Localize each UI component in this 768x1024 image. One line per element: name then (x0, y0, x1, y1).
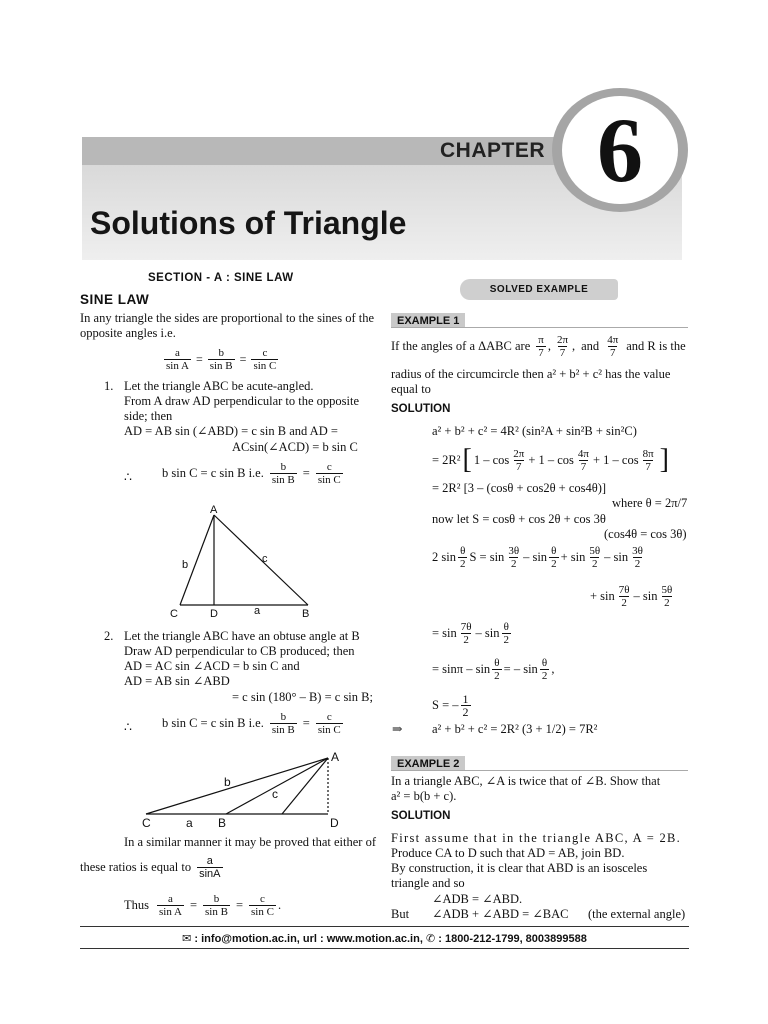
ex1-step2: = 2R² [ 1 – cos $\frac{2\pi}{7}$ + 1 – cos $\frac{4\pi}{7}$ + 1 – cos $\frac{8\pi}{7}$ ] (432, 444, 669, 475)
phone-icon: ✆ (425, 933, 436, 945)
item2-text: Let the triangle ABC have an obtuse angle at B Draw AD perpendicular to CB produced; then AD = AC sin ∠ACD = b sin C and AD = AB sin ∠ABD (124, 629, 360, 688)
example-1-rule (391, 327, 688, 328)
side-c (226, 758, 328, 814)
fraction: $\frac{b}{\text{sin B}}$ (209, 347, 233, 372)
footer-rule-bottom (80, 948, 689, 949)
vertex-b-label: B (302, 608, 310, 620)
item2-result: b sin C = c sin B i.e. $\frac{b}{\text{sin B}}$ = $\frac{c}{\text{sin C}}$ (162, 711, 341, 736)
vertex-a-label: A (210, 504, 218, 516)
ex2-note: (the external angle) (588, 907, 686, 921)
fraction: $\frac{a}{\text{sin A}}$ (166, 347, 189, 372)
side-c-label: c (262, 553, 268, 565)
side-b (146, 758, 328, 814)
ex1-step8: + sin $\frac{7\theta}{2}$ – sin $\frac{5\theta}{2}$ (590, 584, 673, 609)
side-b-label: b (182, 559, 189, 571)
footer-phone: : 1800-212-1799, 8003899588 (438, 933, 587, 945)
therefore-symbol: ∴ (124, 720, 132, 734)
example-2-tab: EXAMPLE 2 (391, 756, 465, 771)
thus-formula: Thus $\frac{a}{\text{sin A}}$ = $\frac{b}{\text{sin B}}$ = $\frac{c}{\text{sin C}}$ . (124, 893, 282, 918)
item1-result: b sin C = c sin B i.e. $\frac{b}{\text{sin B}}$ = $\frac{c}{\text{sin C}}$ (162, 461, 341, 486)
chapter-label: CHAPTER (440, 139, 546, 162)
section-title: SECTION - A : SINE LAW (148, 272, 294, 284)
ex2-question: In a triangle ABC, ∠A is twice that of ∠B. Show that a² = b(b + c). (391, 774, 661, 803)
ex1-result: a² + b² + c² = 2R² (3 + 1/2) = 7R² (432, 722, 598, 736)
mail-icon: ✉ (182, 933, 192, 945)
vertex-c-label: C (170, 608, 178, 620)
item1-line: ACsin(∠ACD) = b sin C (232, 440, 358, 454)
example-1-tab: EXAMPLE 1 (391, 313, 465, 328)
vertex-a-label: A (331, 750, 340, 764)
ratio-equal-line: these ratios is equal to $\frac{a}{\sin A}$ (80, 855, 221, 880)
ex1-step7: 2 sin $\frac{\theta}{2}$ S = sin $\frac{3\theta}{2}$ – sin $\frac{\theta}{2}$ + sin $\frac{5\theta}{2}$ – sin $\frac{3\theta}{2}$ (432, 545, 643, 570)
side-c-label: c (272, 787, 278, 801)
item1-text: Let the triangle ABC be acute-angled. From A draw AD perpendicular to the opposite side; then AD = AB sin (∠ABD) = c sin B and AD = (124, 379, 360, 438)
solved-example-tab: SOLVED EXAMPLE (460, 279, 618, 300)
ex1-solution-label: SOLUTION (391, 403, 451, 415)
ex1-question-rest: radius of the circumcircle then a² + b² + c² has the value equal to (391, 367, 671, 396)
point-d-label: D (330, 816, 339, 830)
side-a-label: a (186, 816, 193, 830)
ex2-solution-label: SOLUTION (391, 810, 451, 822)
ex1-step3: = 2R² [3 – (cosθ + cos2θ + cos4θ)] (432, 481, 607, 495)
therefore-symbol: ∴ (124, 470, 132, 484)
ex1-step9: = sin $\frac{7\theta}{2}$ – sin $\frac{\theta}{2}$ (432, 621, 510, 646)
acute-triangle-figure (160, 500, 330, 625)
obtuse-triangle-figure (138, 746, 358, 830)
footer-rule-top (80, 926, 689, 927)
vertex-b-label: B (218, 816, 227, 830)
side-b-label: b (224, 775, 231, 789)
intro-paragraph: In any triangle the sides are proportional to the sines of the opposite angles i.e. (80, 311, 375, 340)
ex1-step10: = sinπ – sin $\frac{\theta}{2}$ = – sin $\frac{\theta}{2}$ , (432, 657, 555, 682)
side-c (214, 515, 308, 605)
side-a-label: a (254, 605, 261, 617)
ex1-step5: now let S = cosθ + cos 2θ + cos 3θ (432, 512, 606, 526)
page-title: Solutions of Triangle (90, 205, 407, 241)
example-2-rule (391, 770, 688, 771)
vertex-c-label: C (142, 816, 151, 830)
ex1-where: where θ = 2π/7 (612, 496, 688, 510)
sine-law-formula: $\frac{a}{\text{sin A}}$ = $\frac{b}{\text{sin B}}$ = $\frac{c}{\text{sin C}}$ (166, 347, 277, 372)
ex1-step1: a² + b² + c² = 4R² (sin²A + sin²B + sin²C) (432, 424, 637, 438)
ex2-step5: ∠ADB = ∠ABD. (432, 892, 523, 906)
similar-paragraph: In a similar manner it may be proved that either of (124, 835, 376, 849)
ex1-question-line1: If the angles of a ΔABC are $\frac{\pi}{7}$ , $\frac{2\pi}{7}$ , and $\frac{4\pi}{7}$ and R is the (391, 334, 686, 359)
ex2-but: But (391, 907, 410, 921)
inner-line (282, 758, 328, 814)
ex2-solution-text: First assume that in the triangle ABC, A = 2B. Produce CA to D such that AD = AB, join BD. By construction, it is clear that ABD is an isosceles triangle and so (391, 831, 682, 890)
ex2-step6: ∠ADB + ∠ABD = ∠BAC (432, 907, 569, 921)
chapter-number: 6 (597, 99, 643, 201)
footer-links: : info@motion.ac.in, url : www.motion.ac.in, (194, 933, 423, 945)
footer-contact (80, 932, 689, 945)
ex1-note: (cos4θ = cos 3θ) (604, 527, 687, 541)
item-number: 2. (104, 629, 114, 643)
sine-law-heading: SINE LAW (80, 292, 150, 307)
fraction: $\frac{c}{\text{sin C}}$ (253, 347, 277, 372)
item-number: 1. (104, 379, 114, 393)
item2-line: = c sin (180° – B) = c sin B; (232, 690, 373, 704)
implies-symbol: ⇒ (392, 722, 403, 736)
ex1-step11: S = – $\frac{1}{2}$ (432, 692, 469, 719)
point-d-label: D (210, 608, 218, 620)
